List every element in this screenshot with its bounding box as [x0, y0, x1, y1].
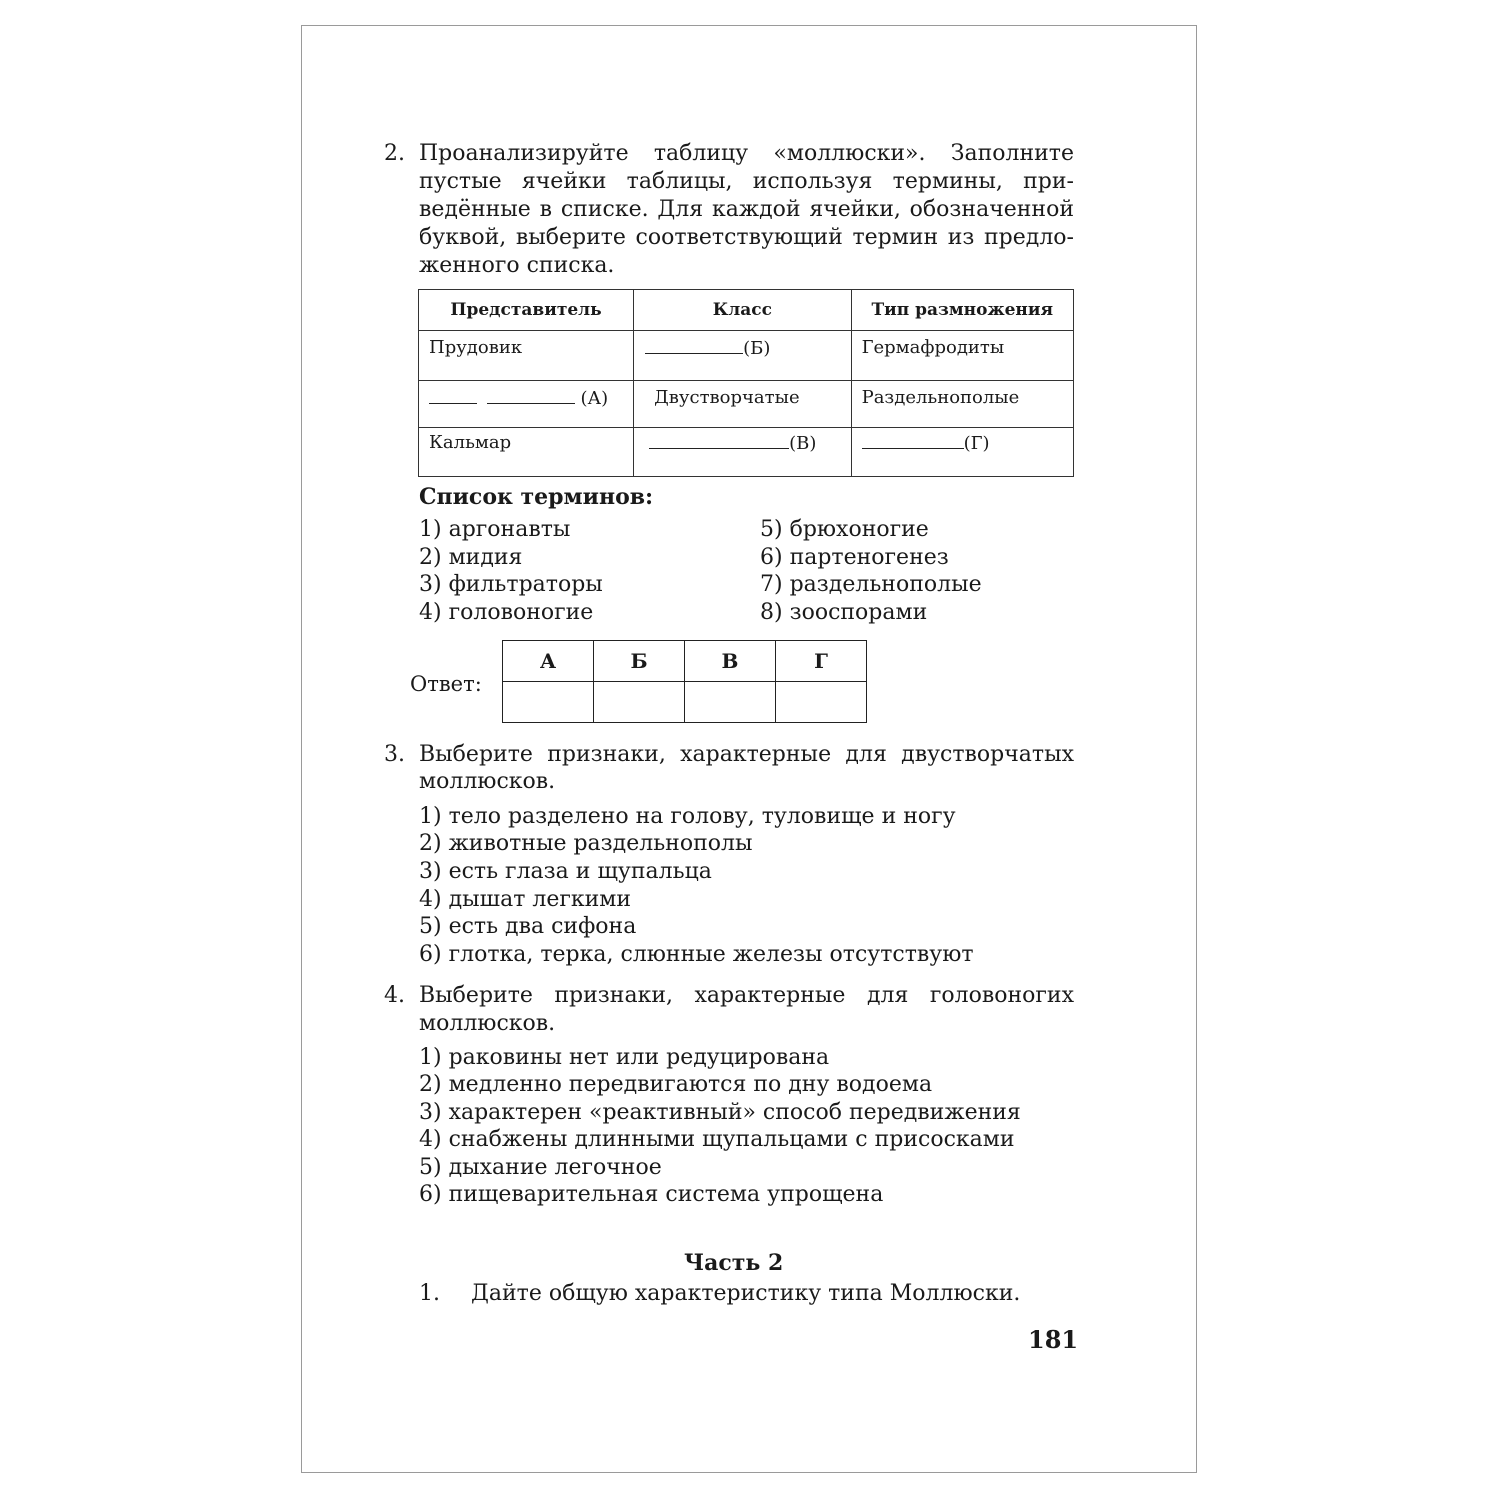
task2-line-1: Проанализируйте таблицу «моллюски». Заполните — [419, 141, 1074, 166]
task3-option: 6) глотка, терка, слюнные железы отсутствуют — [419, 942, 974, 967]
task2-line-5: женного списка. — [419, 253, 615, 278]
table-cell: Кальмар — [419, 428, 634, 477]
task4-line-1: Выберите признаки, характерные для головоногих — [419, 983, 1074, 1008]
answer-label: Ответ: — [410, 672, 482, 696]
task3-option: 1) тело разделено на голову, туловище и ногу — [419, 804, 956, 829]
term-item: 2) мидия — [419, 545, 523, 570]
task4-option: 4) снабжены длинными щупальцами с присосками — [419, 1127, 1015, 1152]
table-cell-blank-a[interactable] — [419, 381, 634, 428]
table-cell-blank-b[interactable] — [634, 331, 851, 381]
task4-line-2: моллюсков. — [419, 1011, 556, 1036]
table-cell-blank-v[interactable] — [634, 428, 851, 477]
blank-letter: (Г) — [963, 433, 990, 454]
task2-number: 2. — [384, 141, 405, 166]
table-header-class: Класс — [634, 290, 851, 331]
table-cell: Прудовик — [419, 331, 634, 381]
answer-header-b: Б — [594, 641, 685, 682]
task3-line-2: моллюсков. — [419, 769, 556, 794]
blank-line — [649, 432, 789, 449]
blank-letter: (Б) — [743, 338, 771, 359]
part2-question: Дайте общую характеристику типа Моллюски. — [471, 1281, 1021, 1306]
answer-cell-b[interactable] — [594, 682, 685, 723]
task2-line-2: пустые ячейки таблицы, используя термины, при- — [419, 169, 1074, 194]
task4-option: 5) дыхание легочное — [419, 1155, 662, 1180]
answer-cell-g[interactable] — [776, 682, 867, 723]
part2-title: Часть 2 — [684, 1250, 784, 1276]
blank-line — [429, 387, 477, 404]
table-cell: Двустворчатые — [634, 381, 851, 428]
task3-option: 3) есть глаза и щупальца — [419, 859, 712, 884]
term-item: 1) аргонавты — [419, 517, 571, 542]
task3-line-1: Выберите признаки, характерные для двустворчатых — [419, 742, 1074, 767]
term-item: 3) фильтраторы — [419, 572, 603, 597]
blank-letter: (А) — [580, 388, 609, 409]
term-item: 4) головоногие — [419, 600, 594, 625]
task4-number: 4. — [384, 983, 405, 1008]
answer-cell-a[interactable] — [503, 682, 594, 723]
table-header-reproduction: Тип размножения — [851, 290, 1073, 331]
answer-header-a: А — [503, 641, 594, 682]
blank-line — [862, 432, 964, 449]
table-header-representative: Представитель — [419, 290, 634, 331]
mollusk-table — [418, 289, 1074, 477]
task3-option: 2) животные раздельнополы — [419, 831, 753, 856]
term-item: 8) зооспорами — [760, 600, 928, 625]
table-cell-blank-g[interactable] — [851, 428, 1073, 477]
task3-option: 5) есть два сифона — [419, 914, 637, 939]
task4-option: 1) раковины нет или редуцирована — [419, 1045, 830, 1070]
blank-line — [487, 387, 575, 404]
term-item: 5) брюхоногие — [760, 517, 929, 542]
blank-letter: (В) — [789, 433, 817, 454]
task2-line-4: буквой, выберите соответствующий термин из предло- — [419, 225, 1074, 250]
answer-header-g: Г — [776, 641, 867, 682]
task4-option: 6) пищеварительная система упрощена — [419, 1182, 884, 1207]
task2-line-3: ведённые в списке. Для каждой ячейки, обозначенной — [419, 197, 1074, 222]
task3-number: 3. — [384, 742, 405, 767]
task4-option: 3) характерен «реактивный» способ передвижения — [419, 1100, 1021, 1125]
term-item: 6) партеногенез — [760, 545, 949, 570]
task3-option: 4) дышат легкими — [419, 887, 632, 912]
table-cell: Гермафродиты — [851, 331, 1073, 381]
answer-header-v: В — [685, 641, 776, 682]
answer-cell-v[interactable] — [685, 682, 776, 723]
blank-line — [645, 337, 743, 354]
part2-number: 1. — [419, 1281, 440, 1306]
answer-table — [502, 640, 867, 723]
term-item: 7) раздельнополые — [760, 572, 982, 597]
task4-option: 2) медленно передвигаются по дну водоема — [419, 1072, 933, 1097]
terms-title: Список терминов: — [419, 484, 654, 510]
table-cell: Раздельнополые — [851, 381, 1073, 428]
page-number: 181 — [1028, 1325, 1079, 1354]
